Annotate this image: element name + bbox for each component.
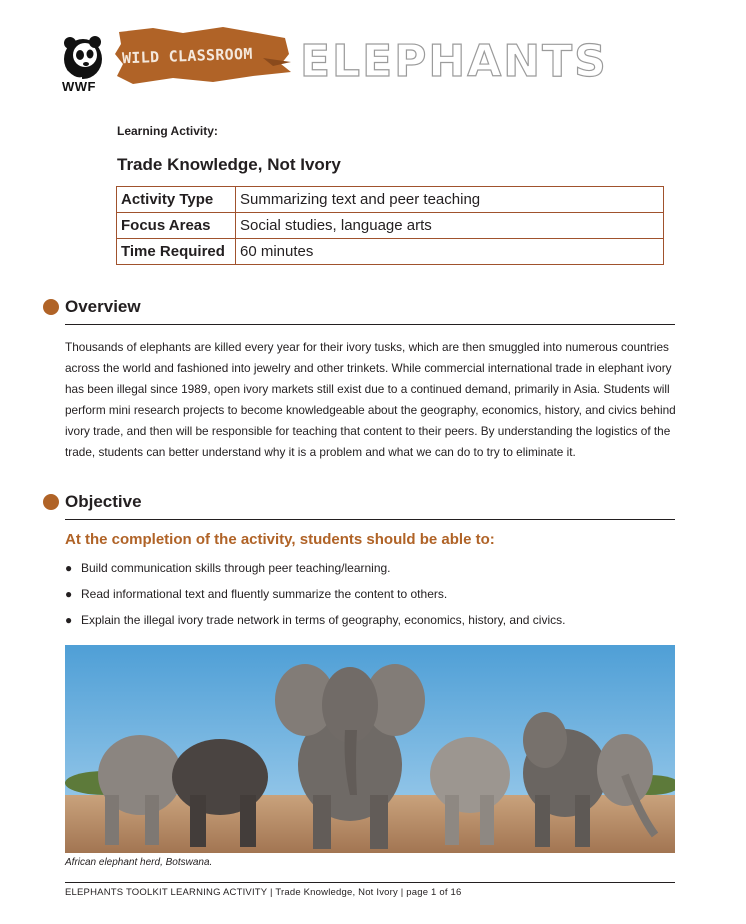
meta-row — [117, 239, 664, 265]
list-item-text: Build communication skills through peer teaching/learning. — [81, 561, 391, 575]
activity-label: Learning Activity: — [117, 124, 218, 138]
meta-value: 60 minutes — [236, 239, 664, 265]
page-footer: ELEPHANTS TOOLKIT LEARNING ACTIVITY | Trade Knowledge, Not Ivory | page 1 of 16 — [65, 887, 462, 898]
bullet-icon: ● — [65, 561, 73, 575]
meta-value: Social studies, language arts — [236, 213, 664, 239]
list-item-text: Read informational text and fluently summarize the content to others. — [81, 587, 448, 601]
activity-meta-table — [116, 186, 664, 265]
list-item-text: Explain the illegal ivory trade network in terms of geography, economics, history, and civics. — [81, 613, 566, 627]
overview-text: Thousands of elephants are killed every year for their ivory tusks, which are then smuggled into numerous countries across the world and fashioned into jewelry and other trinkets. While commercial international trade in elephant ivory has been illegal since 1989, open ivory markets still exist due to a continued demand, primarily in Asia. Students will perform mini research projects to become knowledgeable about the geography, economics, history, and civics behind ivory trade, and then will be responsible for teaching that content to their peers. By understanding the logistics of the trade, students can better understand why it is a problem and what we can do to try to eliminate it. — [65, 340, 676, 459]
section-bullet-icon — [43, 494, 59, 510]
photo-caption: African elephant herd, Botswana. — [65, 857, 213, 868]
objective-heading: Objective — [65, 492, 142, 511]
meta-value: Summarizing text and peer teaching — [236, 187, 664, 213]
bullet-icon: ● — [65, 587, 73, 601]
section-divider — [65, 324, 675, 325]
list-item — [65, 561, 391, 575]
footer-divider — [65, 882, 675, 883]
meta-row — [117, 213, 664, 239]
activity-title: Trade Knowledge, Not Ivory — [117, 155, 341, 174]
overview-heading: Overview — [65, 297, 141, 316]
meta-key: Focus Areas — [117, 213, 236, 239]
meta-key: Activity Type — [117, 187, 236, 213]
meta-row — [117, 187, 664, 213]
bullet-icon: ● — [65, 613, 73, 627]
list-item — [65, 613, 565, 627]
wwf-wordmark: WWF — [62, 79, 96, 94]
page-title: ELEPHANTS — [300, 36, 608, 87]
list-item — [65, 587, 447, 601]
section-divider — [65, 519, 675, 520]
program-name: WILD CLASSROOM — [121, 44, 253, 68]
section-bullet-icon — [43, 299, 59, 315]
meta-key: Time Required — [117, 239, 236, 265]
elephant-herd-photo — [65, 645, 675, 853]
objective-subheading: At the completion of the activity, students should be able to: — [65, 531, 495, 548]
